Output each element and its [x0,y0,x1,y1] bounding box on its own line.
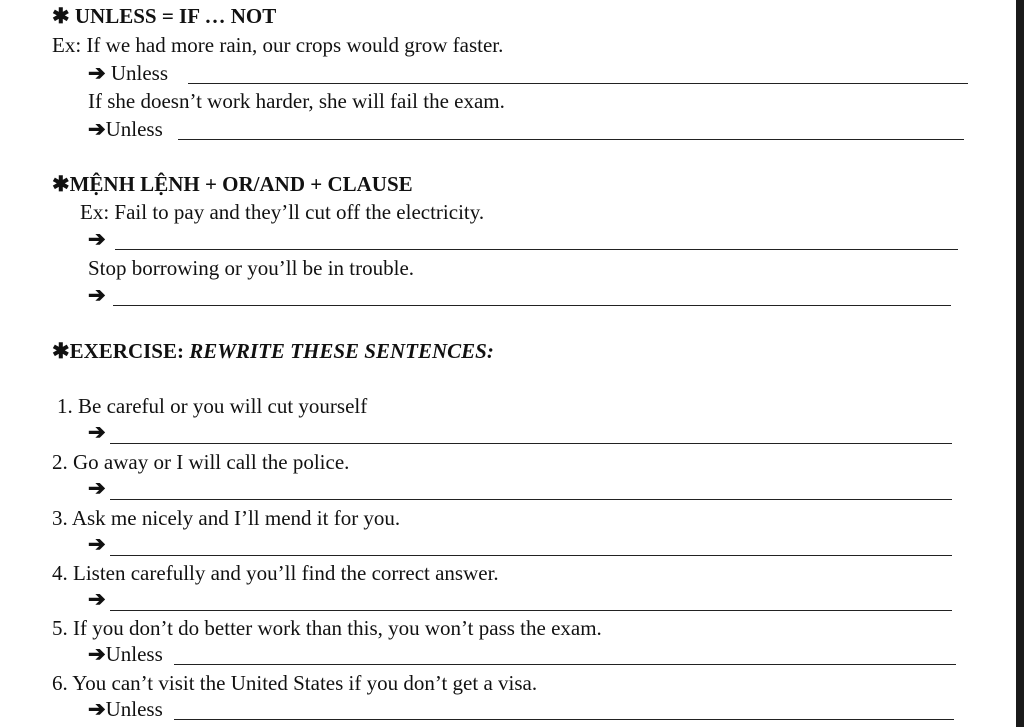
exercise-answer-blank-5[interactable] [174,664,956,665]
star-icon: ✱ [52,4,70,28]
arrow-icon: ➔ [88,532,106,556]
section-imperative-heading: ✱MỆNH LỆNH + OR/AND + CLAUSE [52,172,413,196]
arrow-icon: ➔ [88,420,106,444]
exercise-answer-blank-6[interactable] [174,719,954,720]
answer-row-4 [88,282,106,308]
exercise-answer-row-1 [88,419,106,445]
star-icon: ✱ [52,172,70,196]
arrow-icon: ➔ [88,697,106,721]
exercise-answer-row-3 [88,531,106,557]
exercise-item-3: 3. Ask me nicely and I’ll mend it for you. [52,506,401,530]
arrow-icon: ➔ [88,642,106,666]
exercise-item-4: 4. Listen carefully and you’ll find the correct answer. [52,561,499,585]
exercise-answer-blank-4[interactable] [110,610,952,611]
arrow-icon: ➔ [88,227,106,251]
answer-blank-4[interactable] [113,305,951,306]
star-icon: ✱ [52,339,70,363]
exercise-item-1: 1. Be careful or you will cut yourself [57,394,368,418]
unless-answer-row-2: ➔Unless [88,117,163,141]
exercise-answer-blank-3[interactable] [110,555,952,556]
answer-blank-1[interactable] [188,83,968,84]
exercise-item-5: 5. If you don’t do better work than this, you won’t pass the exam. [52,616,602,640]
example-sentence-4: Stop borrowing or you’ll be in trouble. [88,256,415,280]
exercise-answer-row-4 [88,586,106,612]
right-border [1016,0,1024,727]
exercise-answer-row-6: ➔Unless [88,697,163,721]
section-exercise-heading: ✱EXERCISE: REWRITE THESE SENTENCES: [52,339,494,363]
answer-row-3 [88,226,106,252]
example-sentence-1: Ex: If we had more rain, our crops would grow faster. [52,33,504,57]
example-sentence-2: If she doesn’t work harder, she will fail the exam. [88,89,505,113]
arrow-icon: ➔ [88,61,106,85]
exercise-answer-row-5: ➔Unless [88,642,163,666]
section-unless-heading: ✱ UNLESS = IF … NOT [52,4,277,28]
answer-blank-2[interactable] [178,139,964,140]
arrow-icon: ➔ [88,587,106,611]
arrow-icon: ➔ [88,283,106,307]
exercise-answer-blank-2[interactable] [110,499,952,500]
arrow-icon: ➔ [88,476,106,500]
arrow-icon: ➔ [88,117,106,141]
unless-answer-row-1: ➔ Unless [88,61,169,85]
exercise-item-6: 6. You can’t visit the United States if you don’t get a visa. [52,671,538,695]
answer-blank-3[interactable] [115,249,958,250]
exercise-answer-blank-1[interactable] [110,443,952,444]
example-sentence-3: Ex: Fail to pay and they’ll cut off the electricity. [80,200,485,224]
exercise-answer-row-2 [88,475,106,501]
exercise-item-2: 2. Go away or I will call the police. [52,450,350,474]
